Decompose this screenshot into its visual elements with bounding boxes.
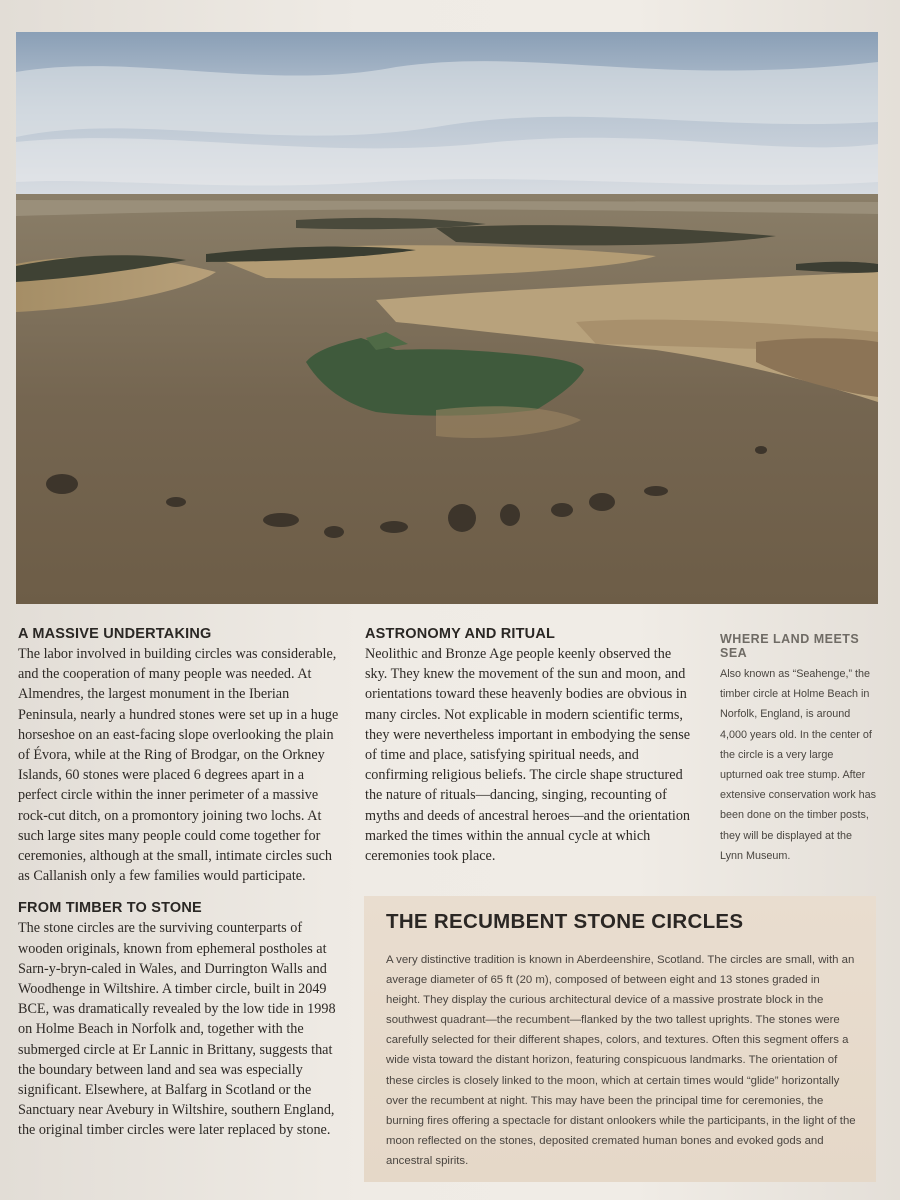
heading-massive-undertaking: A MASSIVE UNDERTAKING <box>18 626 212 642</box>
caption-heading: WHERE LAND MEETS SEA <box>720 632 860 660</box>
left-column <box>18 626 343 1141</box>
photo-caption <box>720 632 878 866</box>
text-astronomy-ritual: Neolithic and Bronze Age people keenly observed the sky. They knew the movement of the sun and moon, and orientations toward these heavenly bodies are obvious in many circles. Not explicable in modern scientific terms, they were nevertheless important in embodying the sense of time and place, satisfying spiritual needs, and confirming religious beliefs. The circle shape structured the nature of rituals—dancing, singing, recounting of myths and deeds of ancestral heroes—and the orientation marked the times within the annual cycle at which ceremonies took place. <box>365 646 691 865</box>
seahenge-photo <box>16 32 878 604</box>
middle-column <box>365 626 695 866</box>
beach-landscape-image <box>16 32 878 604</box>
text-timber-to-stone: The stone circles are the surviving counterparts of wooden originals, known from ephemeral postholes at Sarn-y-bryn-caled in Wales, and Durrington Walls and Woodhenge in Wiltshire. A timber circle, built in 2049 BCE, was dramatically revealed by the low tide in 1998 on Holme Beach in Norfolk and, together with the submerged circle at Er Lannic in Brittany, suggests that the boundary between land and sea was especially significant. Elsewhere, at Balfarg in Scotland or the Sanctuary near Avebury in Wiltshire, southern England, the original timber circles were later replaced by stone. <box>18 920 336 1139</box>
caption-text: Also known as “Seahenge,” the timber circle at Holme Beach in Norfolk, England, is around 4,000 years old. In the center of the circle is a very large upturned oak tree stump. After extensive conservation work has been done on the timber posts, they will be displayed at the Lynn Museum. <box>720 668 877 862</box>
recumbent-stone-circles-box <box>364 896 876 1182</box>
box-title: THE RECUMBENT STONE CIRCLES <box>386 910 744 933</box>
heading-timber-to-stone: FROM TIMBER TO STONE <box>18 900 202 917</box>
box-text: A very distinctive tradition is known in Aberdeenshire, Scotland. The circles are small, with an average diameter of 65 ft (20 m), composed of between eight and 13 stones graded in height. They display the curious architectural device of a massive prostrate block in the southwest quadrant—the recumbent—flanked by the two tallest uprights. The stones were carefully selected for their different shapes, colors, and textures. Often this segment offers a wide vista toward the distant horizon, featuring conspicuous landmarks. The orientation of these circles is closely linked to the moon, which at certain times would “glide” horizontally over the recumbent at night. This may have been the principal time for ceremonies, the burning fires offering a spectacle for distant onlookers while the participants, in the light of the moon reflected on the stones, deposited cremated human bones and evoked gods and ancestral spirits. <box>386 954 856 1167</box>
heading-astronomy-ritual: ASTRONOMY AND RITUAL <box>365 626 556 642</box>
text-massive-undertaking: The labor involved in building circles was considerable, and the cooperation of many people was needed. At Almendres, the largest monument in the Iberian Peninsula, nearly a hundred stones were set up in a huge horseshoe on an east-facing slope overlooking the plain of Évora, while at the Ring of Brodgar, on the Orkney Islands, 60 stones were placed 6 degrees apart in a perfect circle within the inner perimeter of a massive rock-cut ditch, on a promontory joining two lochs. At such large sites many people could come together for ceremonies, although at the small, intimate circles such as Callanish only a few families would participate. <box>18 646 339 885</box>
